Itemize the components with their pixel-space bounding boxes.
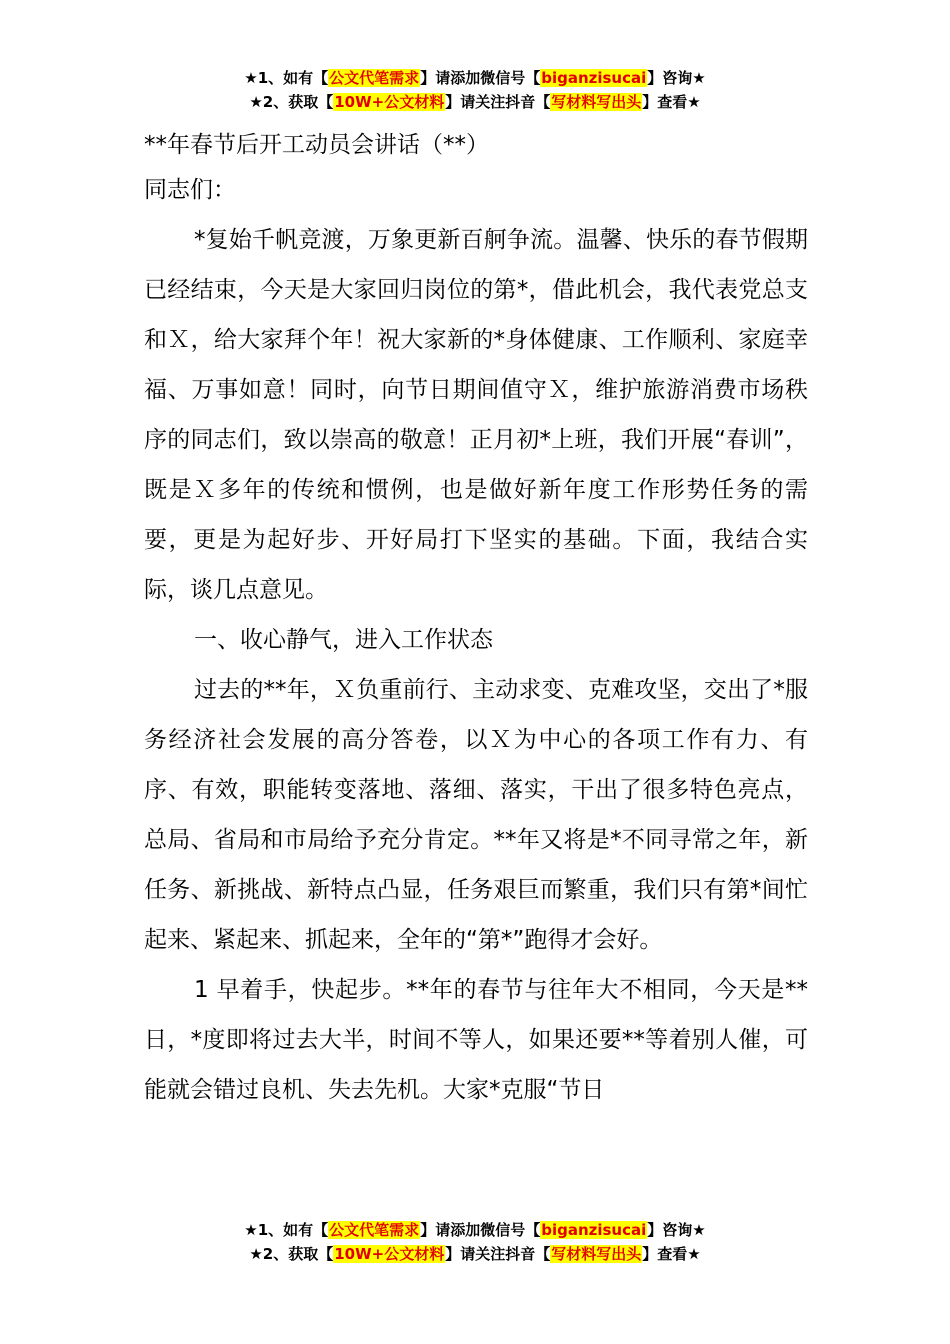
greeting: 同志们： <box>144 177 236 203</box>
banner-text: ★2、获取【 <box>249 1245 334 1263</box>
paragraph-1: *复始千帆竞渡，万象更新百舸争流。温馨、快乐的春节假期已经结束，今天是大家回归岗位的第*，借此机会，我代表党总支和Ｘ，给大家拜个年！祝大家新的*身体健康、工作顺利、家庭幸福、万事如意！同时，向节日期间值守Ｘ，维护旅游消费市场秩序的同志们，致以崇高的敬意！正月初*上班，我们开展“春训”，既是Ｘ多年的传统和惯例，也是做好新年度工作形势任务的需要，更是为起好步、开好局打下坚实的基础。下面，我结合实际，谈几点意见。 <box>144 227 808 603</box>
paragraph-3: 1 早着手，快起步。**年的春节与往年大不相同，今天是**日，*度即将过去大半，时间不等人，如果还要**等着别人催，可能就会错过良机、失去先机。大家*克服“节日 <box>144 977 808 1103</box>
banner-text: ★1、如有【 <box>244 69 329 87</box>
top-banner <box>0 66 950 114</box>
banner-text: 】咨询★ <box>647 1221 706 1239</box>
banner-highlight: 写材料写出头 <box>551 93 642 111</box>
banner-text: 】请添加微信号【 <box>420 1221 541 1239</box>
bottom-banner <box>0 1218 950 1266</box>
banner-text: 】查看★ <box>642 1245 701 1263</box>
banner-highlight: biganzisucai <box>541 1221 647 1239</box>
banner-text: 】请关注抖音【 <box>445 93 551 111</box>
banner-text: 】查看★ <box>642 93 701 111</box>
banner-highlight: 公文代笔需求 <box>329 69 420 87</box>
banner-line-1 <box>0 1218 950 1242</box>
banner-line-2 <box>0 90 950 114</box>
banner-highlight: 10W+公文材料 <box>334 1245 445 1263</box>
banner-text: ★2、获取【 <box>249 93 334 111</box>
section-heading-1: 一、收心静气，进入工作状态 <box>194 627 493 653</box>
document-title: **年春节后开工动员会讲话（**） <box>144 132 489 158</box>
banner-text: ★1、如有【 <box>244 1221 329 1239</box>
banner-line-1 <box>0 66 950 90</box>
banner-highlight: 写材料写出头 <box>551 1245 642 1263</box>
document-body <box>144 127 808 1115</box>
banner-highlight: 10W+公文材料 <box>334 93 445 111</box>
banner-line-2 <box>0 1242 950 1266</box>
paragraph-2: 过去的**年，Ｘ负重前行、主动求变、克难攻坚，交出了*服务经济社会发展的高分答卷，以Ｘ为中心的各项工作有力、有序、有效，职能转变落地、落细、落实，干出了很多特色亮点，总局、省局和市局给予充分肯定。**年又将是*不同寻常之年，新任务、新挑战、新特点凸显，任务艰巨而繁重，我们只有第*间忙起来、紧起来、抓起来，全年的“第*”跑得才会好。 <box>144 677 808 953</box>
banner-text: 】咨询★ <box>647 69 706 87</box>
banner-text: 】请关注抖音【 <box>445 1245 551 1263</box>
banner-highlight: 公文代笔需求 <box>329 1221 420 1239</box>
banner-text: 】请添加微信号【 <box>420 69 541 87</box>
banner-highlight: biganzisucai <box>541 69 647 87</box>
